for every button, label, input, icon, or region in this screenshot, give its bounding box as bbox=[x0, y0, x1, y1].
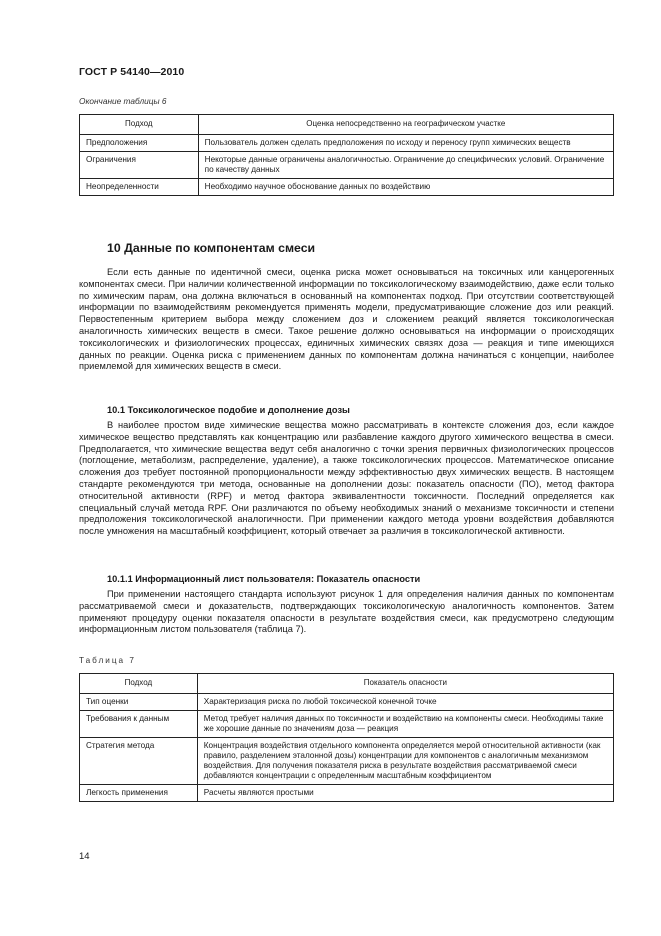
row-label: Требования к данным bbox=[80, 711, 198, 738]
column-header: Подход bbox=[80, 115, 199, 135]
table-header-row bbox=[80, 115, 614, 135]
row-value: Пользователь должен сделать предположения по исходу и переносу групп химических веществ bbox=[198, 135, 613, 152]
row-value: Некоторые данные ограничены аналогичностью. Ограничение до специфических условий. Ограничение по качеству данных bbox=[198, 152, 613, 179]
section-10-1-1-paragraph: При применении настоящего стандарта используют рисунок 1 для определения наличия данных по компонентам рассматриваемой смеси и доказательств, подтверждающих токсикологическую аналогичность компонентов. Затем применяют процедуру оценки показателя опасности в результате воздействия смеси, как предусмотрено следующим информационным листом пользователя (таблица 7). bbox=[79, 589, 614, 635]
row-label: Предположения bbox=[80, 135, 199, 152]
row-label: Ограничения bbox=[80, 152, 199, 179]
table-row bbox=[80, 738, 614, 785]
table-7 bbox=[79, 673, 614, 802]
column-header: Показатель опасности bbox=[197, 674, 613, 694]
row-value: Концентрация воздействия отдельного компонента определяется мерой относительной активности (как правило, разделением эталонной дозы) концентрации для компонентов с аналогичным механизмом воздействия. Для получения показателя риска в результате воздействия рассматриваемой смеси добавляются концентрации с определенным масштабным коэффициентом bbox=[197, 738, 613, 785]
table-row bbox=[80, 785, 614, 802]
section-10-title: 10 Данные по компонентам смеси bbox=[107, 241, 316, 255]
row-value: Необходимо научное обоснование данных по воздействию bbox=[198, 179, 613, 196]
row-label: Стратегия метода bbox=[80, 738, 198, 785]
row-value: Характеризация риска по любой токсической конечной точке bbox=[197, 694, 613, 711]
table7-caption: Таблица 7 bbox=[79, 656, 136, 665]
table-row bbox=[80, 179, 614, 196]
document-code: ГОСТ Р 54140—2010 bbox=[79, 66, 185, 78]
column-header: Оценка непосредственно на географическом участке bbox=[198, 115, 613, 135]
page-number: 14 bbox=[79, 851, 90, 862]
row-label: Тип оценки bbox=[80, 694, 198, 711]
table-row bbox=[80, 152, 614, 179]
row-value: Метод требует наличия данных по токсичности и воздействию на компоненты смеси. Необходимы такие же хорошие данные по значениям доза — реакция bbox=[197, 711, 613, 738]
table6-caption: Окончание таблицы 6 bbox=[79, 96, 167, 106]
table-6 bbox=[79, 114, 614, 196]
section-10-1-1-title: 10.1.1 Информационный лист пользователя: Показатель опасности bbox=[107, 574, 421, 584]
table-row bbox=[80, 694, 614, 711]
row-value: Расчеты являются простыми bbox=[197, 785, 613, 802]
row-label: Легкость применения bbox=[80, 785, 198, 802]
section-10-paragraph: Если есть данные по идентичной смеси, оценка риска может основываться на токсичных или канцерогенных компонентах смеси. При наличии количественной информации по токсикологическому взаимодействию, даже если только по химическим парам, она должна включаться в основанный на компонентах подход. При отсутствии соответствующей информации по взаимодействиям рекомендуется применять модели, предусматривающие сложение доз или реакций. Первостепенным критерием выбора между сложением доз и сложением реакций является токсикологическая аналогичность химических веществ в смеси. Такое решение должно основываться на информации о происходящих токсикологических и физиологических процессах, единичных химических связях доза — реакция и типе имеющихся данных по реакции. Оценка риска с применением данных по компонентам должна начинаться с концепции, наиболее приемлемой для химических веществ в смеси. bbox=[79, 267, 614, 372]
row-label: Неопределенности bbox=[80, 179, 199, 196]
section-10-1-title: 10.1 Токсикологическое подобие и дополнение дозы bbox=[107, 405, 350, 415]
table-row bbox=[80, 135, 614, 152]
table-row bbox=[80, 711, 614, 738]
section-10-1-paragraph: В наиболее простом виде химические вещества можно рассматривать в контексте сложения доз, если каждое химическое вещество представлять как концентрацию или разбавление каждого другого химического вещества в смеси. Предполагается, что химические вещества ведут себя аналогично с точки зрения первичных физиологических процессов (поглощение, метаболизм, распределение, удаление), а также токсикологических процессов. Математическое описание сложения доз требует постоянной пропорциональности между эффективностью двух химических веществ. В настоящем стандарте рекомендуются три метода, основанные на дополнении дозы: показатель опасности (ПО), метод фактора относительной активности (RPF) и метод фактора эквивалентности токсичности. Последний определяется как специальный случай метода RPF. Они различаются по объему необходимых знаний о механизме токсичности и степени предположения токсикологической аналогичности. При применении каждого метода уровни воздействия добавляются после умножения на масштабный коэффициент, который отвечает за различия в токсикологической активности. bbox=[79, 420, 614, 537]
column-header: Подход bbox=[80, 674, 198, 694]
table-header-row bbox=[80, 674, 614, 694]
